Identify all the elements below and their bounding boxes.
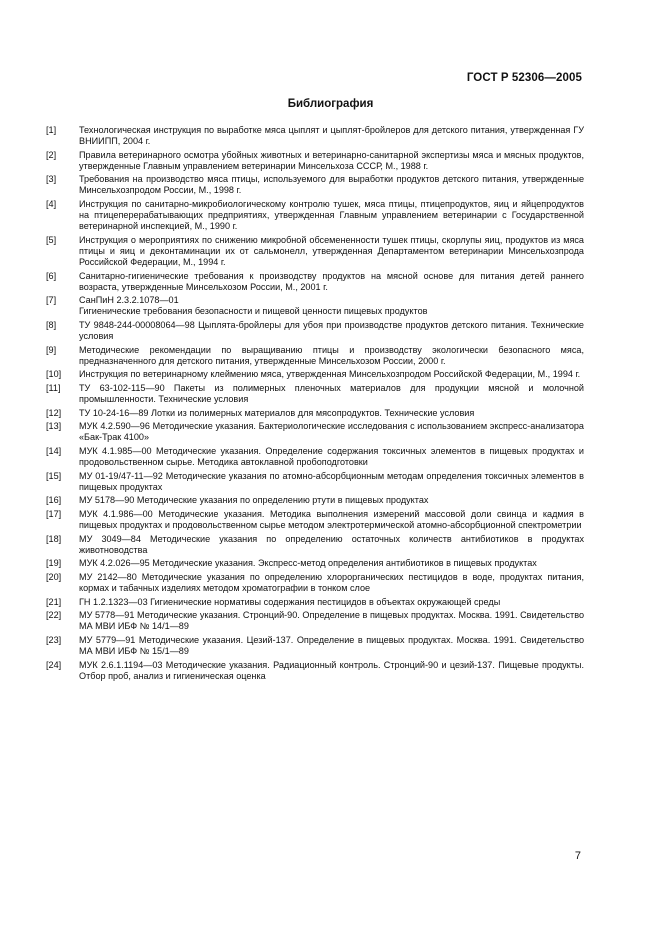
entry-text xyxy=(79,295,584,317)
bibliography-entry xyxy=(46,635,584,657)
entry-text xyxy=(79,345,584,367)
entry-text-line: ТУ 10-24-16—89 Лотки из полимерных материалов для мясопродуктов. Технические условия xyxy=(79,407,475,418)
section-title: Библиография xyxy=(287,98,374,110)
entry-text-line: Инструкция о мероприятиях по снижению микробной обсемененности тушек птицы, скорлупы яиц, продуктов из мяса птицы и яиц и деконтаминации их от сальмонелл, утвержденная Департаментом ветеринарии Минсельхозпрода Российской Федерации, М., 1994 г. xyxy=(79,234,584,268)
entry-text xyxy=(79,610,584,632)
bibliography-entry xyxy=(46,271,584,293)
page-number: 7 xyxy=(574,850,581,862)
entry-text xyxy=(79,446,584,468)
entry-number: [19] xyxy=(46,558,62,569)
bibliography-list xyxy=(46,125,584,684)
entry-text xyxy=(79,421,584,443)
bibliography-entry xyxy=(46,408,584,419)
entry-text-line: ГН 1.2.1323—03 Гигиенические нормативы содержания пестицидов в объектах окружающей среды xyxy=(79,596,501,607)
entry-number: [22] xyxy=(46,610,62,621)
bibliography-entry xyxy=(46,295,584,317)
entry-text-line: Инструкция по ветеринарному клеймению мяса, утвержденная Минсельхозпродом Российской Федерации, М., 1994 г. xyxy=(79,369,581,380)
bibliography-entry xyxy=(46,572,584,594)
entry-text-line: Правила ветеринарного осмотра убойных животных и ветеринарно-санитарной экспертизы мяса и мясных продуктов, утвержденные Главным управлением ветеринарии Минсельхоза СССР, М., 1988 г. xyxy=(79,149,584,171)
bibliography-entry xyxy=(46,597,584,608)
entry-text-line: МУК 2.6.1.1194—03 Методические указания. Радиационный контроль. Стронций-90 и цезий-137. Пищевые продукты. Отбор проб, анализ и гигиеническая оценка xyxy=(79,659,584,681)
entry-number: [7] xyxy=(46,295,57,306)
bibliography-entry xyxy=(46,558,584,569)
entry-text-line: Инструкция по санитарно-микробиологическому контролю тушек, мяса птицы, птицепродуктов, яиц и яйцепродуктов на птицеперерабатывающих предприятиях, утвержденная Главным управлением ветеринарии с Государственной ветеринарной инспекцией, М., 1990 г. xyxy=(79,199,584,232)
entry-text xyxy=(79,635,584,657)
bibliography-entry xyxy=(46,610,584,632)
entry-number: [23] xyxy=(46,634,62,645)
entry-number: [11] xyxy=(46,382,61,393)
bibliography-entry xyxy=(46,345,584,367)
bibliography-entry xyxy=(46,495,584,506)
entry-text-line: МУК 4.2.026—95 Методические указания. Экспресс-метод определения антибиотиков в пищевых продуктах xyxy=(79,558,537,569)
entry-number: [14] xyxy=(46,445,62,456)
bibliography-entry xyxy=(46,369,584,380)
entry-number: [9] xyxy=(46,344,57,355)
entry-text-line: МУК 4.2.590—96 Методические указания. Бактериологические исследования с использованием экспресс-анализатора «Бак-Трак 4100» xyxy=(79,421,584,443)
entry-text-line: МУ 01-19/47-11—92 Методические указания по атомно-абсорбционным методам определения токсичных элементов в пищевых продуктах xyxy=(79,470,584,492)
entry-text xyxy=(79,534,584,556)
entry-number: [3] xyxy=(46,174,57,185)
entry-number: [10] xyxy=(46,369,62,380)
bibliography-entry xyxy=(46,471,584,493)
entry-text xyxy=(79,383,584,405)
entry-text xyxy=(79,174,584,196)
bibliography-entry xyxy=(46,235,584,268)
entry-text xyxy=(79,199,584,232)
bibliography-entry xyxy=(46,509,584,531)
entry-number: [18] xyxy=(46,533,62,544)
entry-text xyxy=(79,150,584,172)
bibliography-entry xyxy=(46,125,584,147)
entry-text xyxy=(79,558,584,569)
entry-text-line: Гигиенические требования безопасности и пищевой ценности пищевых продуктов xyxy=(79,306,428,317)
entry-text-line: МУК 4.1.985—00 Методические указания. Определение содержания токсичных элементов в пищевых продуктах и продовольственном сырье. Методика автоклавной пробоподготовки xyxy=(79,445,584,468)
entry-text-line: Санитарно-гигиенические требования к производству продуктов на мясной основе для питания детей раннего возраста, утвержденные Минсельхозом России, М., 2001 г. xyxy=(79,270,584,292)
entry-number: [21] xyxy=(46,596,62,607)
bibliography-entry xyxy=(46,150,584,172)
entry-text-line: МУК 4.1.986—00 Методические указания. Методика выполнения измерений массовой доли свинца и кадмия в пищевых продуктах и продовольственном сырье методом электротермической атомно-абсорбционной спектрометрии xyxy=(79,508,584,530)
entry-number: [15] xyxy=(46,470,62,481)
bibliography-entry xyxy=(46,320,584,342)
entry-text-line: МУ 3049—84 Методические указания по определению остаточных количеств антибиотиков в продуктах животноводства xyxy=(79,533,584,555)
entry-number: [12] xyxy=(46,407,62,418)
entry-text xyxy=(79,597,584,608)
entry-text xyxy=(79,271,584,293)
entry-text-line: ТУ 9848-244-00008064—98 Цыплята-бройлеры для убоя при производстве продуктов детского питания. Технические условия xyxy=(79,320,584,342)
entry-text xyxy=(79,495,584,506)
entry-number: [5] xyxy=(46,234,57,245)
document-id: ГОСТ Р 52306—2005 xyxy=(466,72,582,84)
entry-text-line: Технологическая инструкция по выработке мяса цыплят и цыплят-бройлеров для детского питания, утвержденная ГУ ВНИИПП, 2004 г. xyxy=(79,125,584,147)
entry-text xyxy=(79,572,584,594)
bibliography-entry xyxy=(46,383,584,405)
entry-text-line: Методические рекомендации по выращиванию птицы и производству экологически безопасного мяса, предназначенного для детского питания, утвержденные Минсельхозом России, 2000 г. xyxy=(79,344,584,366)
entry-text-line: МУ 5779—91 Методические указания. Цезий-137. Определение в пищевых продуктах. Москва. 1991. Свидетельство МА МВИ ИБФ № 15/1—89 xyxy=(79,634,584,656)
bibliography-entry xyxy=(46,199,584,232)
entry-text xyxy=(79,660,584,682)
bibliography-entry xyxy=(46,174,584,196)
entry-text xyxy=(79,509,584,531)
bibliography-entry xyxy=(46,446,584,468)
entry-text xyxy=(79,408,584,419)
entry-text xyxy=(79,320,584,342)
entry-number: [6] xyxy=(46,270,57,281)
entry-number: [16] xyxy=(46,495,62,506)
entry-number: [24] xyxy=(46,659,62,670)
entry-text-line: ТУ 63-102-115—90 Пакеты из полимерных пленочных материалов для продукции мясной и молочной промышленности. Технические условия xyxy=(79,382,584,405)
entry-text xyxy=(79,369,584,380)
entry-text xyxy=(79,235,584,268)
entry-text-line: МУ 2142—80 Методические указания по определению хлорорганических пестицидов в воде, продуктах питания, кормах и табачных изделиях методом хроматографии в тонком слое xyxy=(79,571,584,593)
entry-number: [4] xyxy=(46,199,57,210)
entry-number: [13] xyxy=(46,421,62,432)
entry-text xyxy=(79,125,584,147)
entry-number: [1] xyxy=(46,125,57,135)
entry-number: [17] xyxy=(46,508,62,519)
entry-text-line: СанПиН 2.3.2.1078—01 xyxy=(79,295,179,306)
entry-number: [2] xyxy=(46,149,57,160)
entry-text-line: МУ 5778—91 Методические указания. Стронций-90. Определение в пищевых продуктах. Москва. 1991. Свидетельство МА МВИ ИБФ № 14/1—89 xyxy=(79,610,584,632)
entry-number: [8] xyxy=(46,320,57,330)
entry-text xyxy=(79,471,584,493)
bibliography-entry xyxy=(46,534,584,556)
entry-number: [20] xyxy=(46,571,62,582)
entry-text-line: Требования на производство мяса птицы, используемого для выработки продуктов детского питания, утвержденные Минсельхозпродом России, М., 1998 г. xyxy=(79,174,584,196)
entry-text-line: МУ 5178—90 Методические указания по определению ртути в пищевых продуктах xyxy=(79,495,429,506)
bibliography-entry xyxy=(46,421,584,443)
bibliography-entry xyxy=(46,660,584,682)
